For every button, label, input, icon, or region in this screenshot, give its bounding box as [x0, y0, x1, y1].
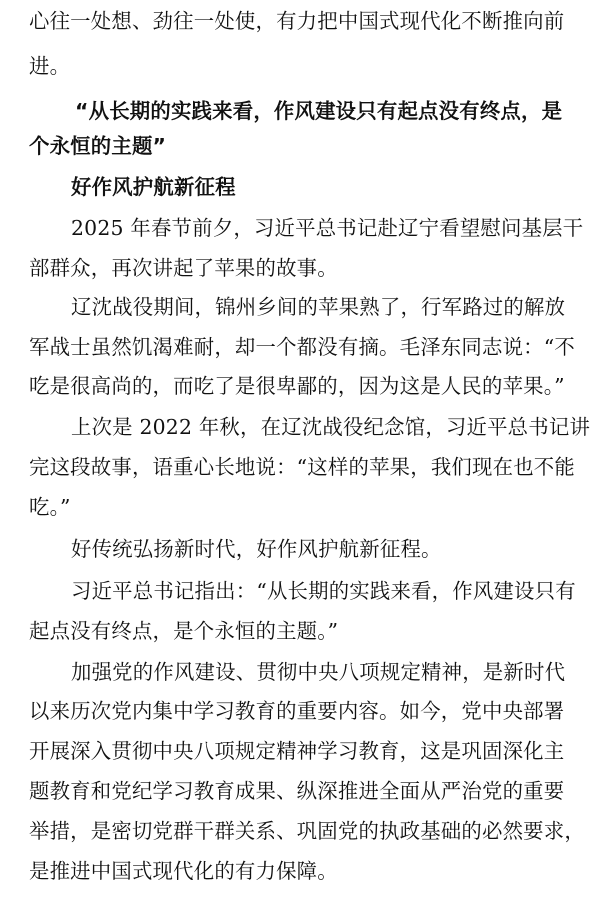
text-line: 上次是 2022 年秋，在辽沈战役纪念馆，习近平总书记讲	[71, 415, 591, 439]
text-line: 辽沈战役期间，锦州乡间的苹果熟了，行军路过的解放	[71, 295, 566, 319]
text-line: 进。	[29, 54, 71, 78]
text-line: 心往一处想、劲往一处使，有力把中国式现代化不断推向前	[29, 9, 565, 33]
text-line: 题教育和党纪学习教育成果、纵深推进全面从严治党的重要	[29, 779, 565, 803]
text-line: 军战士虽然饥渴难耐，却一个都没有摘。毛泽东同志说：“不	[29, 335, 575, 359]
text-line: 吃。”	[29, 495, 71, 519]
text-line: 习近平总书记指出：“从长期的实践来看，作风建设只有	[71, 579, 576, 603]
text-line: 吃是很高尚的，而吃了是很卑鄙的，因为这是人民的苹果。”	[29, 374, 565, 398]
text-line: 加强党的作风建设、贯彻中央八项规定精神，是新时代	[71, 660, 566, 684]
text-line: 起点没有终点，是个永恒的主题。”	[29, 619, 339, 643]
text-line: 2025 年春节前夕，习近平总书记赴辽宁看望慰问基层干	[71, 216, 584, 240]
text-line: 部群众，再次讲起了苹果的故事。	[29, 256, 338, 280]
text-line: 是推进中国式现代化的有力保障。	[29, 859, 338, 883]
text-line: 完这段故事，语重心长地说：“这样的苹果，我们现在也不能	[29, 455, 575, 479]
subheading: 好作风护航新征程	[71, 175, 236, 199]
text-line: 好传统弘扬新时代，好作风护航新征程。	[71, 537, 442, 561]
section-heading-quote-continued: 个永恒的主题”	[29, 134, 167, 158]
text-line: 以来历次党内集中学习教育的重要内容。如今，党中央部署	[29, 699, 565, 723]
text-line: 举措，是密切党群干群关系、巩固党的执政基础的必然要求，	[29, 819, 585, 843]
text-line: 开展深入贯彻中央八项规定精神学习教育，这是巩固深化主	[29, 739, 565, 763]
section-heading-quote: “从长期的实践来看，作风建设只有起点没有终点，是	[75, 99, 563, 123]
